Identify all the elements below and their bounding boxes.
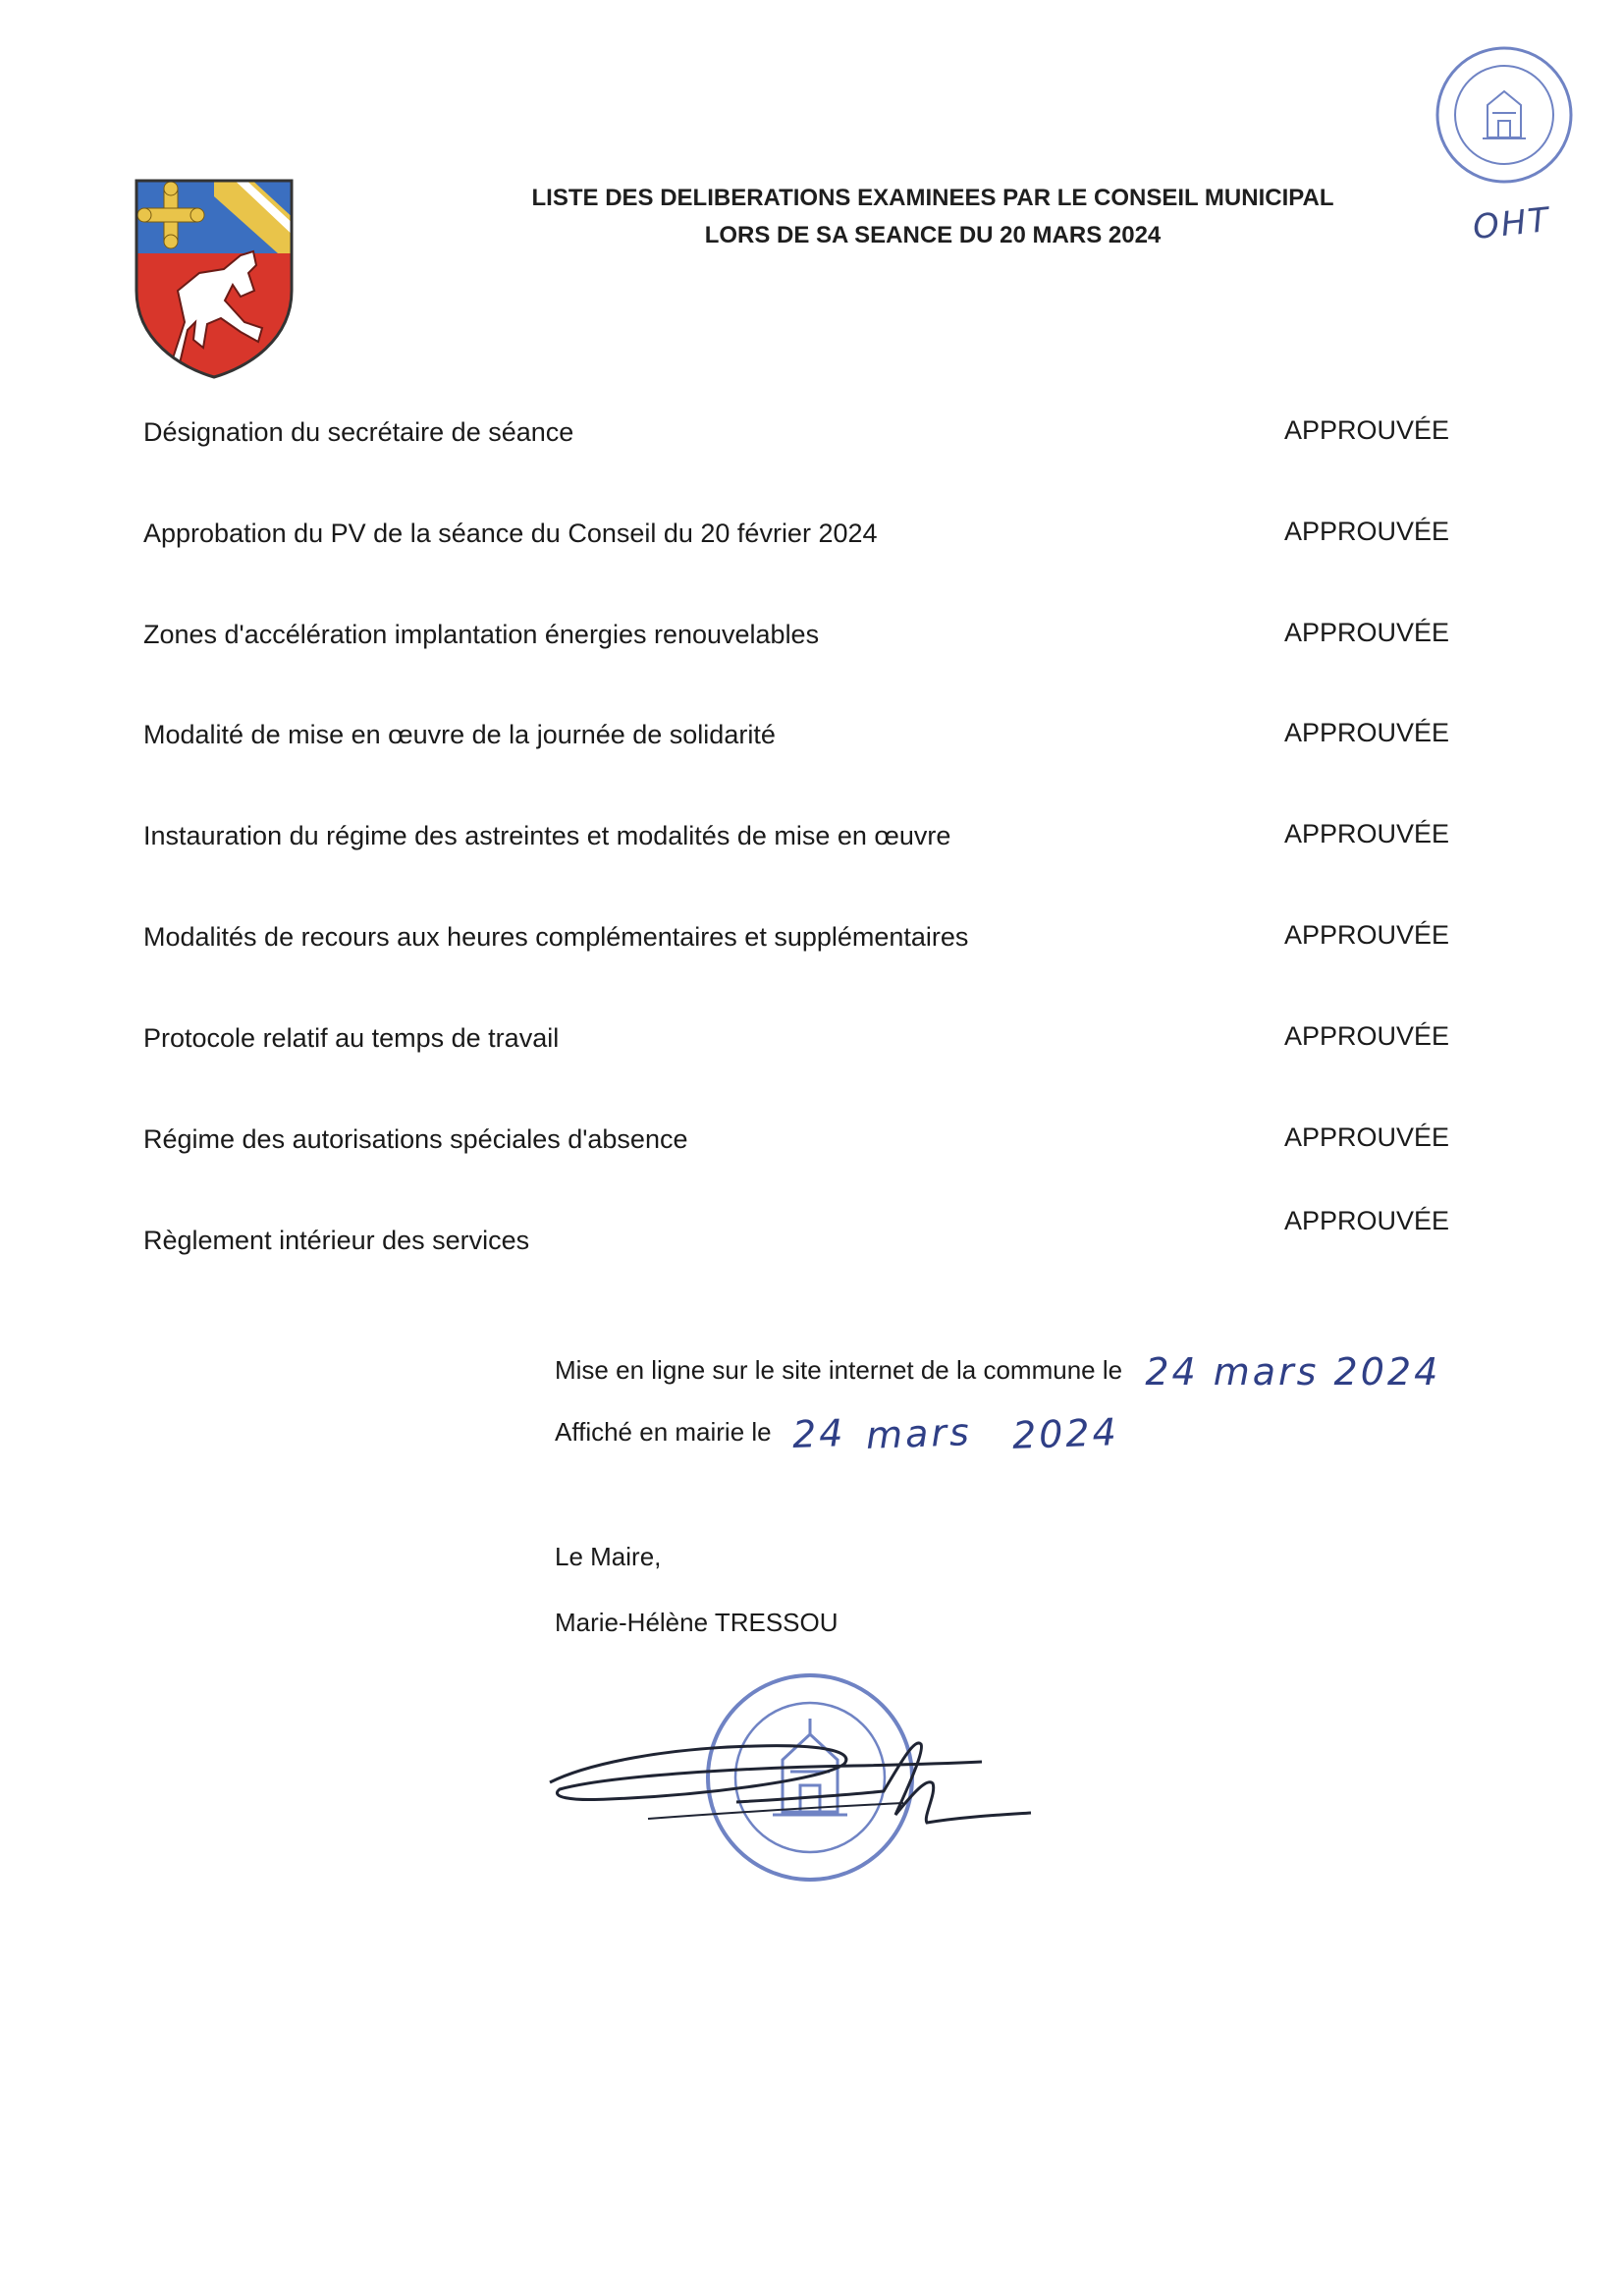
deliberation-label: Modalité de mise en œuvre de la journée de solidarité — [143, 720, 776, 749]
signatory-role: Le Maire, — [555, 1542, 662, 1571]
deliberation-status: APPROUVÉE — [1283, 415, 1449, 445]
document-title — [393, 180, 1473, 254]
posted-date-year: 2024 — [1011, 1410, 1120, 1457]
deliberation-row — [143, 821, 1449, 860]
deliberation-label: Modalités de recours aux heures complémentaires et supplémentaires — [143, 922, 969, 952]
deliberation-label: Règlement intérieur des services — [143, 1226, 530, 1255]
deliberation-label: Régime des autorisations spéciales d'absence — [143, 1124, 688, 1154]
deliberation-row — [143, 1023, 1449, 1063]
handwritten-initials: OHT — [1471, 199, 1552, 248]
posted-publication-label: Affiché en mairie le — [555, 1416, 772, 1447]
posted-date-month: mars — [865, 1410, 973, 1457]
deliberation-row — [143, 417, 1449, 457]
deliberation-row — [143, 620, 1449, 659]
deliberation-label: Zones d'accélération implantation énergies renouvelables — [143, 620, 820, 649]
deliberation-label: Protocole relatif au temps de travail — [143, 1023, 560, 1053]
online-publication-date: 24 mars 2024 — [1145, 1350, 1441, 1394]
deliberation-status: APPROUVÉE — [1283, 1122, 1449, 1152]
deliberation-row — [143, 1206, 1449, 1265]
deliberation-row — [143, 519, 1449, 558]
online-publication-line — [555, 1350, 1440, 1394]
posted-publication-line — [555, 1412, 1119, 1455]
title-line-1: LISTE DES DELIBERATIONS EXAMINEES PAR LE CONSEIL MUNICIPAL — [531, 185, 1334, 211]
handwritten-signature — [530, 1709, 1041, 1846]
deliberation-status: APPROUVÉE — [1283, 1206, 1449, 1235]
deliberation-row — [143, 1124, 1449, 1164]
deliberation-label: Approbation du PV de la séance du Conseil du 20 février 2024 — [143, 519, 878, 548]
title-line-2: LORS DE SA SEANCE DU 20 MARS 2024 — [704, 222, 1162, 248]
deliberation-status: APPROUVÉE — [1283, 517, 1449, 546]
deliberation-status: APPROUVÉE — [1283, 920, 1449, 950]
deliberation-row — [143, 720, 1449, 759]
deliberation-label: Instauration du régime des astreintes et modalités de mise en œuvre — [143, 821, 951, 850]
deliberation-status: APPROUVÉE — [1283, 819, 1449, 848]
deliberation-status: APPROUVÉE — [1283, 718, 1449, 747]
town-hall-stamp-icon — [1434, 44, 1576, 187]
deliberation-row — [143, 922, 1449, 961]
deliberation-status: APPROUVÉE — [1283, 618, 1449, 647]
signatory-name: Marie-Hélène TRESSOU — [555, 1608, 839, 1637]
deliberation-label: Désignation du secrétaire de séance — [143, 417, 574, 447]
online-publication-label: Mise en ligne sur le site internet de la commune le — [555, 1354, 1123, 1385]
posted-date-day: 24 — [791, 1411, 846, 1456]
deliberation-status: APPROUVÉE — [1283, 1021, 1449, 1051]
coat-of-arms-logo — [131, 175, 298, 381]
